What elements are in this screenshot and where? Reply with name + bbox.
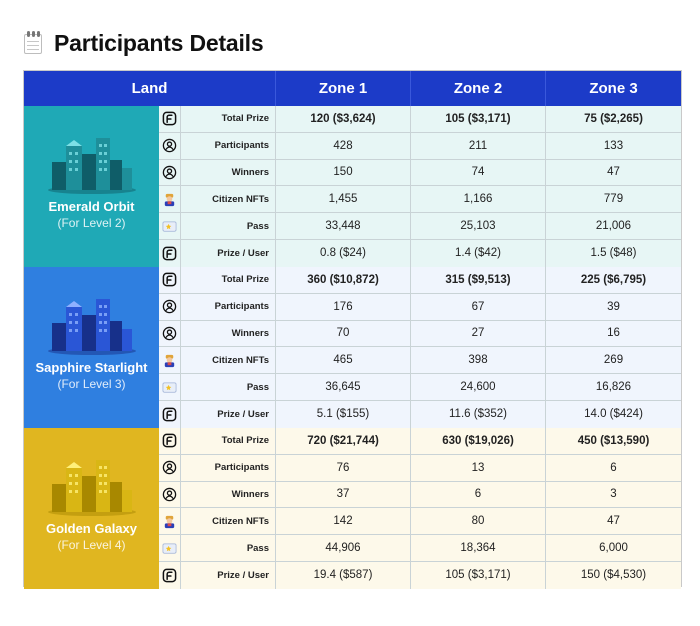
participants-icon <box>159 455 181 481</box>
zone-2-value: 1.4 ($42) <box>411 240 546 267</box>
zone-1-value: 36,645 <box>276 374 411 400</box>
row-label: Participants <box>181 294 276 320</box>
zone-1-value: 142 <box>276 508 411 534</box>
land-level: (For Level 2) <box>57 216 126 230</box>
zone-3-value: 6,000 <box>599 542 628 555</box>
prize-icon <box>159 428 181 454</box>
zone-1-value: 44,906 <box>276 535 411 561</box>
zone-1-value: 76 <box>276 455 411 481</box>
prize-per-user-icon <box>159 240 181 267</box>
zone-3-value: 3 <box>610 488 617 501</box>
zone-1-value: 1,455 <box>276 186 411 212</box>
zone-3-value: 16,826 <box>595 381 632 394</box>
table-header <box>24 71 681 106</box>
zone-2-value: 211 <box>411 133 546 159</box>
land-section-emerald-orbit <box>24 106 681 267</box>
zone-3-value: 1.5 ($48) <box>590 247 637 260</box>
zone-1-value: 150 <box>276 160 411 186</box>
zone-1-value: 37 <box>276 482 411 508</box>
zone-3-value: 39 <box>607 300 620 313</box>
row-label: Total Prize <box>181 106 276 132</box>
table-row <box>159 428 681 455</box>
zone-3-value: 225 ($6,795) <box>580 273 647 286</box>
zone-3-value: 450 ($13,590) <box>577 434 650 447</box>
row-label: Winners <box>181 321 276 347</box>
table-row <box>159 133 681 160</box>
table-row <box>159 401 681 428</box>
winners-icon <box>159 482 181 508</box>
land-level: (For Level 4) <box>57 538 126 552</box>
row-label: Prize / User <box>181 401 276 428</box>
row-label: Pass <box>181 374 276 400</box>
zone-2-value: 13 <box>411 455 546 481</box>
prize-icon <box>159 106 181 132</box>
zone-1-value: 0.8 ($24) <box>276 240 411 267</box>
zone-1-value: 70 <box>276 321 411 347</box>
table-row <box>159 321 681 348</box>
row-label: Total Prize <box>181 428 276 454</box>
notepad-icon <box>22 31 44 55</box>
row-label: Pass <box>181 213 276 239</box>
table-row <box>159 535 681 562</box>
table-row <box>159 294 681 321</box>
header-land: Land <box>24 71 276 106</box>
table-row <box>159 347 681 374</box>
header-zone-3: Zone 3 <box>589 80 638 97</box>
zone-3-value: 47 <box>607 166 620 179</box>
zone-2-value: 105 ($3,171) <box>411 106 546 132</box>
table-row <box>159 240 681 267</box>
zone-2-value: 105 ($3,171) <box>411 562 546 589</box>
buildings-illustration <box>46 293 138 355</box>
zone-2-value: 11.6 ($352) <box>411 401 546 428</box>
row-label: Prize / User <box>181 562 276 589</box>
pass-icon <box>159 374 181 400</box>
land-name: Golden Galaxy <box>45 521 138 536</box>
table-row <box>159 508 681 535</box>
table-row <box>159 562 681 589</box>
zone-2-value: 1,166 <box>411 186 546 212</box>
prize-per-user-icon <box>159 562 181 589</box>
zone-3-value: 16 <box>607 327 620 340</box>
zone-1-value: 176 <box>276 294 411 320</box>
row-label: Pass <box>181 535 276 561</box>
zone-3-value: 6 <box>610 461 617 474</box>
zone-1-value: 360 ($10,872) <box>276 267 411 293</box>
table-row <box>159 267 681 294</box>
land-section-sapphire-starlight <box>24 267 681 428</box>
citizen-nft-icon <box>159 347 181 373</box>
row-label: Prize / User <box>181 240 276 267</box>
zone-2-value: 27 <box>411 321 546 347</box>
table-row <box>159 213 681 240</box>
zone-1-value: 19.4 ($587) <box>276 562 411 589</box>
zone-2-value: 25,103 <box>411 213 546 239</box>
zone-1-value: 33,448 <box>276 213 411 239</box>
zone-2-value: 398 <box>411 347 546 373</box>
row-label: Citizen NFTs <box>181 347 276 373</box>
zone-2-value: 315 ($9,513) <box>411 267 546 293</box>
row-label: Total Prize <box>181 267 276 293</box>
row-label: Participants <box>181 133 276 159</box>
zone-3-value: 47 <box>607 515 620 528</box>
participants-table <box>23 70 682 587</box>
prize-icon <box>159 267 181 293</box>
zone-3-value: 779 <box>603 193 624 206</box>
land-cell <box>24 428 159 589</box>
buildings-illustration <box>46 132 138 194</box>
zone-1-value: 428 <box>276 133 411 159</box>
winners-icon <box>159 160 181 186</box>
zone-2-value: 18,364 <box>411 535 546 561</box>
land-cell <box>24 106 159 267</box>
row-label: Winners <box>181 160 276 186</box>
table-row <box>159 106 681 133</box>
buildings-illustration <box>46 454 138 516</box>
zone-3-value: 21,006 <box>595 220 632 233</box>
citizen-nft-icon <box>159 508 181 534</box>
zone-2-value: 630 ($19,026) <box>411 428 546 454</box>
row-label: Participants <box>181 455 276 481</box>
land-section-golden-galaxy <box>24 428 681 589</box>
land-level: (For Level 3) <box>57 377 126 391</box>
zone-1-value: 120 ($3,624) <box>276 106 411 132</box>
zone-3-value: 14.0 ($424) <box>584 408 643 421</box>
zone-1-value: 465 <box>276 347 411 373</box>
zone-2-value: 67 <box>411 294 546 320</box>
zone-3-value: 269 <box>603 354 624 367</box>
row-label: Citizen NFTs <box>181 508 276 534</box>
winners-icon <box>159 321 181 347</box>
zone-3-value: 133 <box>603 139 624 152</box>
zone-3-value: 75 ($2,265) <box>584 112 643 125</box>
zone-2-value: 6 <box>411 482 546 508</box>
table-row <box>159 455 681 482</box>
land-name: Sapphire Starlight <box>35 360 148 375</box>
row-label: Winners <box>181 482 276 508</box>
zone-1-value: 720 ($21,744) <box>276 428 411 454</box>
table-row <box>159 374 681 401</box>
zone-2-value: 74 <box>411 160 546 186</box>
page-title: Participants Details <box>54 29 264 56</box>
table-row <box>159 160 681 187</box>
participants-icon <box>159 294 181 320</box>
page-heading <box>22 28 263 58</box>
zone-3-value: 150 ($4,530) <box>580 569 647 582</box>
participants-icon <box>159 133 181 159</box>
pass-icon <box>159 213 181 239</box>
header-zone-2: Zone 2 <box>411 71 546 106</box>
land-cell <box>24 267 159 428</box>
citizen-nft-icon <box>159 186 181 212</box>
header-zone-1: Zone 1 <box>276 71 411 106</box>
pass-icon <box>159 535 181 561</box>
zone-1-value: 5.1 ($155) <box>276 401 411 428</box>
land-name: Emerald Orbit <box>48 199 135 214</box>
table-row <box>159 482 681 509</box>
prize-per-user-icon <box>159 401 181 428</box>
table-row <box>159 186 681 213</box>
row-label: Citizen NFTs <box>181 186 276 212</box>
zone-2-value: 80 <box>411 508 546 534</box>
zone-2-value: 24,600 <box>411 374 546 400</box>
